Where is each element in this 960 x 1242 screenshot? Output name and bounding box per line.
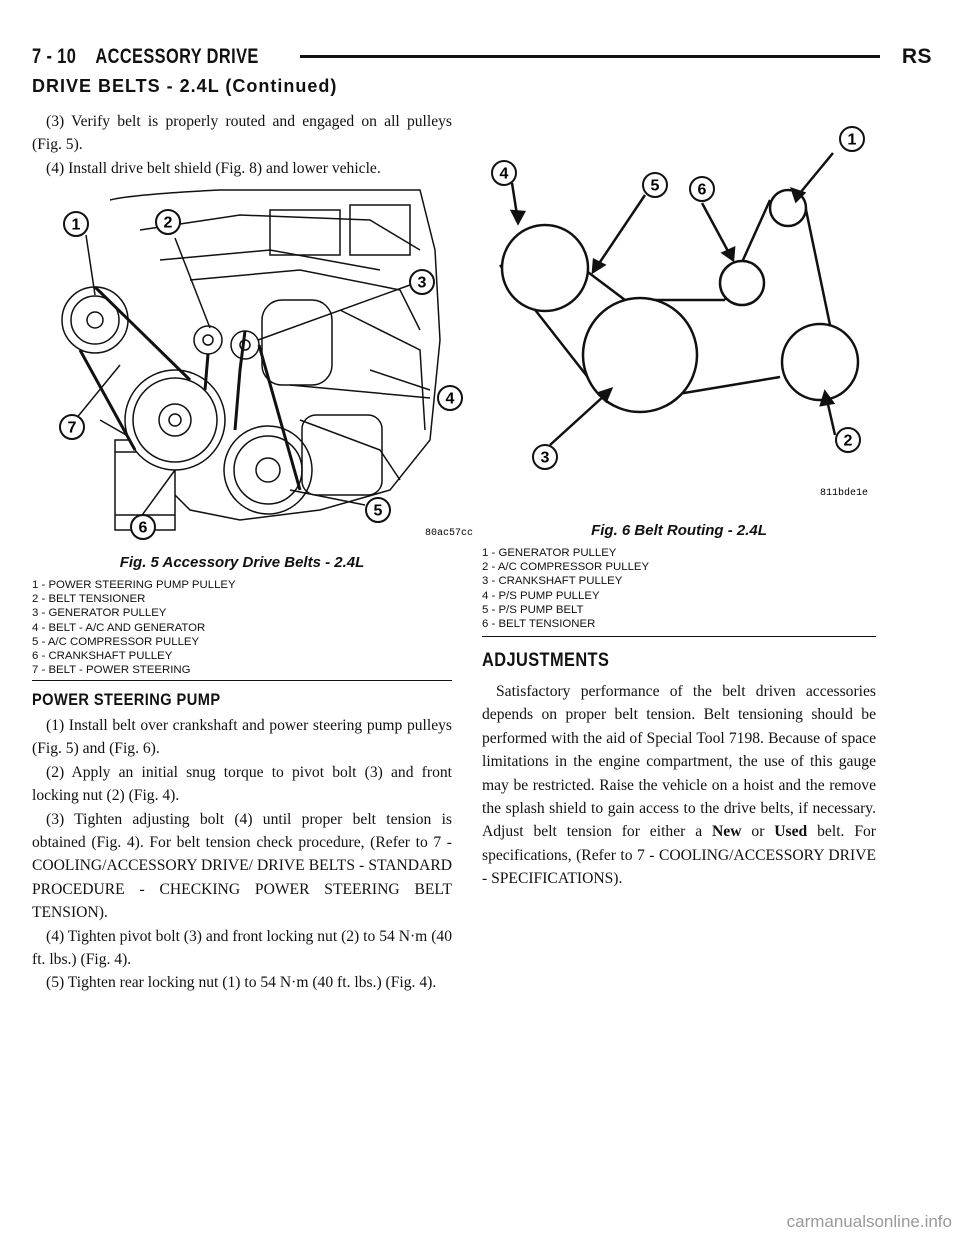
subhead: DRIVE BELTS - 2.4L (Continued) <box>32 76 338 96</box>
power-steering-text <box>32 714 452 995</box>
adjustments-text-after: belt. For specifications, (Refer to 7 - COOLING/ACCESSORY DRIVE - SPECIFICATIONS). <box>482 823 876 888</box>
legend-item: 4 - P/S PUMP PULLEY <box>482 589 600 602</box>
legend-item: 4 - BELT - A/C AND GENERATOR <box>32 621 206 634</box>
adjustments-text <box>482 680 876 891</box>
callout-label: 7 <box>67 419 77 437</box>
callout-label: 1 <box>847 131 857 149</box>
legend-item: 6 - BELT TENSIONER <box>482 618 596 631</box>
callout-label: 2 <box>843 432 853 450</box>
used-label: Used <box>774 823 808 841</box>
legend-item: 1 - POWER STEERING PUMP PULLEY <box>32 579 236 591</box>
adjustments-heading: ADJUSTMENTS <box>482 650 610 671</box>
legend-item: 5 - A/C COMPRESSOR PULLEY <box>32 635 200 648</box>
callout-label: 5 <box>650 177 660 195</box>
fig5-title: Fig. 5 Accessory Drive Belts - 2.4L <box>119 554 365 571</box>
fig6-legend <box>482 546 649 631</box>
callout-label: 1 <box>71 216 81 234</box>
step-paragraph: (3) Verify belt is properly routed and engaged on all pulleys (Fig. 5). <box>32 113 452 154</box>
callout-label: 2 <box>163 214 173 232</box>
legend-item: 3 - CRANKSHAFT PULLEY <box>482 575 623 588</box>
callout-label: 6 <box>138 519 148 537</box>
fig5-legend <box>32 578 236 677</box>
ps-pump-pulley <box>502 225 588 311</box>
callout-label: 3 <box>417 274 427 292</box>
header-rule <box>300 55 880 58</box>
left-top-text <box>32 110 452 180</box>
legend-item: 6 - CRANKSHAFT PULLEY <box>32 650 173 663</box>
legend-item: 7 - BELT - POWER STEERING <box>32 664 191 677</box>
fig6-code: 811bde1e <box>820 488 869 499</box>
callout-label: 4 <box>499 165 509 183</box>
adjustments-text-before: Satisfactory performance of the belt driven accessories depends on proper belt tension. Belt tensioning should be performed with the aid of Special Tool 7198. Because of space limitations in the engine compartment, the use of this gauge may be restricted. Raise the vehicle on a hoist and the remove the splash shield to gain access to the drive belts, if necessary. Adjust belt tension for either a <box>482 683 876 841</box>
watermark: carmanualsonline.info <box>786 1212 952 1231</box>
header-section: 7 - 10 ACCESSORY DRIVE <box>32 45 259 68</box>
fig6-diagram <box>480 115 890 500</box>
fig6-title: Fig. 6 Belt Routing - 2.4L <box>591 522 767 539</box>
legend-item: 5 - P/S PUMP BELT <box>482 603 584 616</box>
ac-compressor-pulley <box>782 324 858 400</box>
step-paragraph: (1) Install belt over crankshaft and power steering pump pulleys (Fig. 5) and (Fig. 6). <box>32 717 452 758</box>
header-code: RS <box>901 45 932 68</box>
fig6-rule <box>482 636 876 637</box>
legend-item: 3 - GENERATOR PULLEY <box>32 607 167 620</box>
or-text: or <box>741 823 775 841</box>
step-paragraph: (4) Install drive belt shield (Fig. 8) and lower vehicle. <box>46 159 381 177</box>
power-steering-heading: POWER STEERING PUMP <box>32 690 221 709</box>
step-paragraph: (4) Tighten pivot bolt (3) and front locking nut (2) to 54 N·m (40 ft. lbs.) (Fig. 4). <box>32 927 452 969</box>
legend-item: 1 - GENERATOR PULLEY <box>482 547 617 559</box>
fig5-code: 80ac57cc <box>425 528 474 539</box>
legend-item: 2 - BELT TENSIONER <box>32 593 146 606</box>
callout-label: 4 <box>445 390 455 408</box>
callout-label: 3 <box>540 449 550 467</box>
page-header <box>32 40 932 74</box>
step-paragraph: (3) Tighten adjusting bolt (4) until proper belt tension is obtained (Fig. 4). For belt tension check procedure, (Refer to 7 - COOLING/ACCESSORY DRIVE/ DRIVE BELTS - STANDARD PROCEDURE - CHECKING POWER STEERING BELT TENSION). <box>32 810 452 922</box>
step-paragraph: (2) Apply an initial snug torque to pivot bolt (3) and front locking nut (2) (Fig. 4). <box>32 763 452 805</box>
new-label: New <box>712 823 742 841</box>
belt-tensioner <box>720 261 764 305</box>
fig5-rule <box>32 680 452 681</box>
callout-label: 5 <box>373 502 383 520</box>
callout-label: 6 <box>697 181 707 199</box>
adjustments-paragraph <box>482 680 876 891</box>
step-paragraph: (5) Tighten rear locking nut (1) to 54 N·m (40 ft. lbs.) (Fig. 4). <box>46 974 437 992</box>
fig5-illustration <box>40 190 474 545</box>
legend-item: 2 - A/C COMPRESSOR PULLEY <box>482 561 650 574</box>
